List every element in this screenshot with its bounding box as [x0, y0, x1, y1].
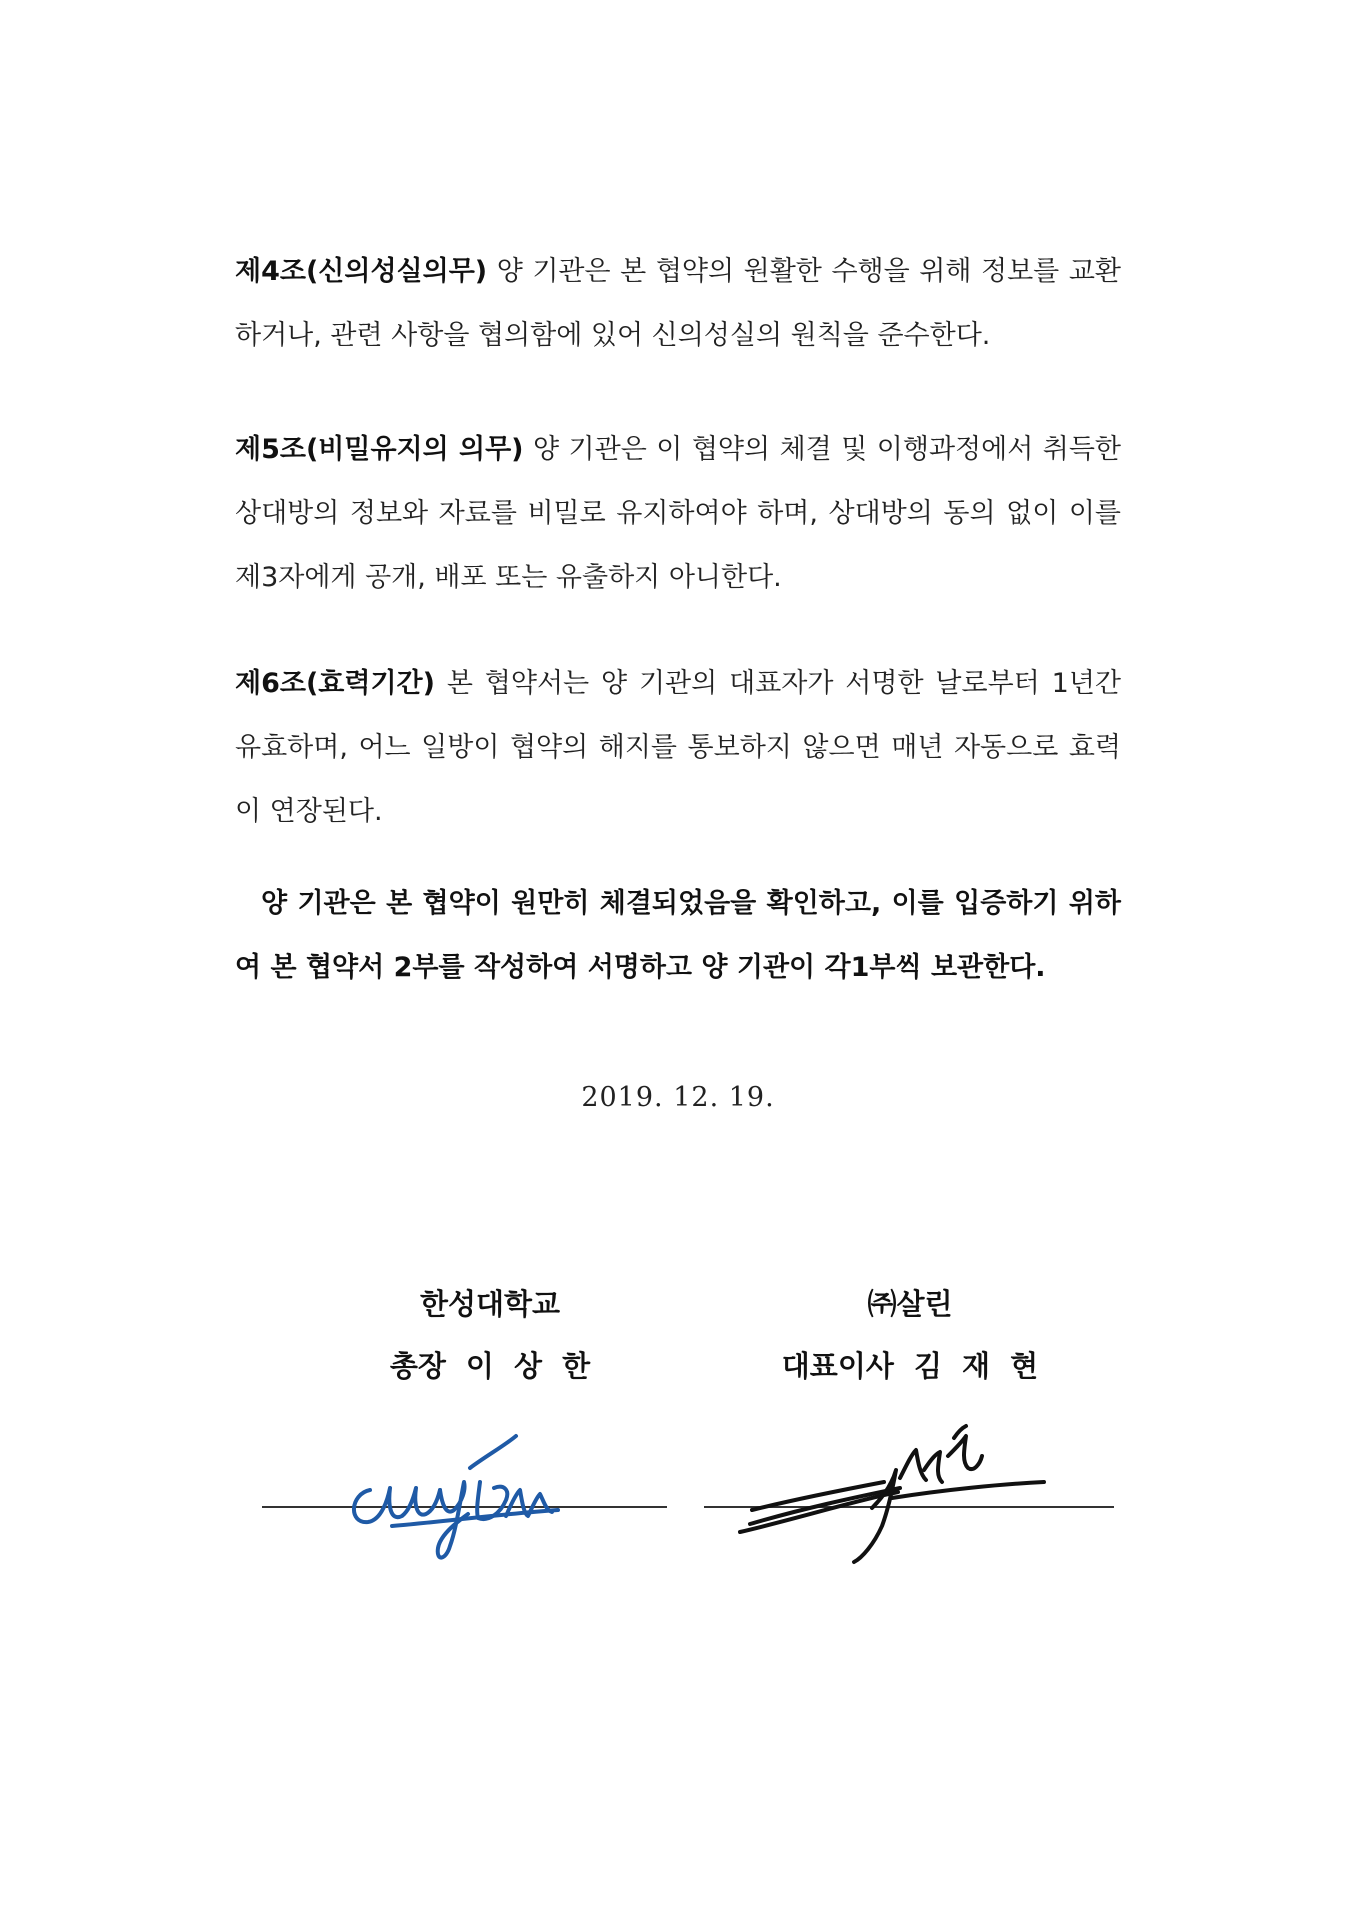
article-4-heading: 제4조(신의성실의무)	[235, 256, 488, 287]
signature-hansung	[330, 1398, 590, 1568]
article-6-body: 본 협약서는 양 기관의 대표자가 서명한 날로부터 1년간 유효하며, 어느 일방이 협약의 해지를 통보하지 않으면 매년 자동으로 효력이 연장된다.	[235, 668, 1121, 827]
article-4	[235, 240, 1121, 368]
party-salin	[700, 1282, 1120, 1402]
article-6	[235, 652, 1121, 844]
article-5-heading: 제5조(비밀유지의 의무)	[235, 434, 524, 465]
signature-salin	[722, 1398, 1082, 1568]
signing-date: 2019. 12. 19.	[581, 1082, 775, 1113]
party-hansung	[280, 1282, 700, 1402]
article-5	[235, 418, 1121, 610]
party-salin-representative: 대표이사 김 재 현	[781, 1349, 1039, 1383]
closing-statement: 양 기관은 본 협약이 원만히 체결되었음을 확인하고, 이를 입증하기 위하여 본 협약서 2부를 작성하여 서명하고 양 기관이 각1부씩 보관한다.	[235, 888, 1121, 983]
party-hansung-representative: 총장 이 상 한	[389, 1349, 591, 1383]
article-6-heading: 제6조(효력기간)	[235, 668, 435, 699]
party-salin-organization: ㈜살린	[867, 1287, 953, 1321]
party-hansung-organization: 한성대학교	[419, 1287, 561, 1321]
article-4-body: 양 기관은 본 협약의 원활한 수행을 위해 정보를 교환하거나, 관련 사항을 협의함에 있어 신의성실의 원칙을 준수한다.	[235, 256, 1121, 351]
article-5-body: 양 기관은 이 협약의 체결 및 이행과정에서 취득한 상대방의 정보와 자료를 비밀로 유지하여야 하며, 상대방의 동의 없이 이를 제3자에게 공개, 배포 또는 유출하지 아니한다.	[235, 434, 1121, 593]
